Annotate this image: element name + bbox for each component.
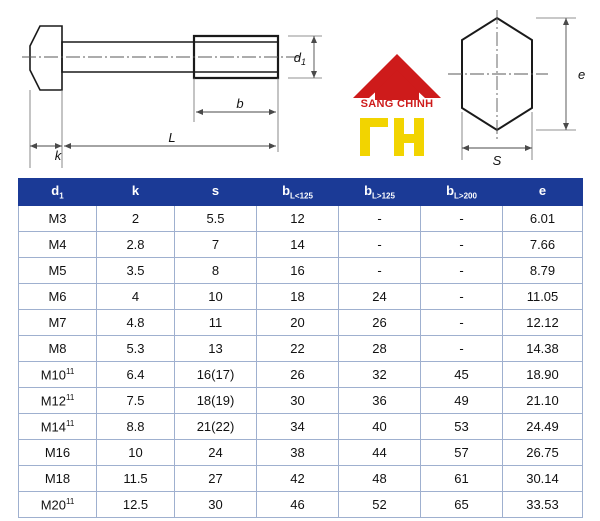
bolt-head-side — [30, 26, 62, 90]
cell-s: 18(19) — [175, 388, 257, 414]
cell-e: 6.01 — [503, 206, 583, 232]
cell-s: 21(22) — [175, 414, 257, 440]
cell-b200: 61 — [421, 466, 503, 492]
cell-e: 14.38 — [503, 336, 583, 362]
footnote-marker: 11 — [65, 496, 75, 506]
cell-b200: - — [421, 336, 503, 362]
cell-k: 4.8 — [97, 310, 175, 336]
cell-b125p: - — [339, 258, 421, 284]
cell-k: 12.5 — [97, 492, 175, 518]
column-header-k — [97, 179, 175, 206]
table-body — [19, 206, 583, 518]
col-sub: L>200 — [454, 191, 477, 201]
cell-k: 3.5 — [97, 258, 175, 284]
column-header-b-l-gt-125 — [339, 179, 421, 206]
table-row — [19, 414, 583, 440]
table-row — [19, 206, 583, 232]
cell-b125: 12 — [257, 206, 339, 232]
cell-d1 — [19, 466, 97, 492]
cell-b125: 26 — [257, 362, 339, 388]
cell-s: 8 — [175, 258, 257, 284]
cell-s: 5.5 — [175, 206, 257, 232]
cell-k: 5.3 — [97, 336, 175, 362]
thread-size: M3 — [48, 211, 67, 226]
cell-b125p: 44 — [339, 440, 421, 466]
label-L: L — [168, 130, 176, 145]
cell-s: 7 — [175, 232, 257, 258]
cell-b200: 57 — [421, 440, 503, 466]
thread-size: M20 — [40, 497, 66, 513]
cell-e: 30.14 — [503, 466, 583, 492]
column-header-b-l-lt-125 — [257, 179, 339, 206]
cell-e: 26.75 — [503, 440, 583, 466]
thread-size: M12 — [40, 393, 66, 409]
cell-b125p: 48 — [339, 466, 421, 492]
cell-e: 11.05 — [503, 284, 583, 310]
cell-d1 — [19, 336, 97, 362]
table-row — [19, 466, 583, 492]
cell-k: 4 — [97, 284, 175, 310]
thread-size: M18 — [44, 471, 71, 486]
col-sub: L>125 — [372, 191, 395, 201]
label-d1: $d_1$ — [293, 50, 306, 67]
table-row — [19, 310, 583, 336]
cell-k: 6.4 — [97, 362, 175, 388]
footnote-marker: 11 — [65, 418, 75, 428]
cell-b125: 16 — [257, 258, 339, 284]
cell-b125: 46 — [257, 492, 339, 518]
column-header-b-l-gt-200 — [421, 179, 503, 206]
thread-size: M14 — [40, 419, 66, 435]
column-header-s — [175, 179, 257, 206]
cell-d1 — [19, 284, 97, 310]
cell-e: 8.79 — [503, 258, 583, 284]
cell-s: 10 — [175, 284, 257, 310]
cell-b200: 53 — [421, 414, 503, 440]
cell-s: 13 — [175, 336, 257, 362]
cell-k: 2.8 — [97, 232, 175, 258]
cell-s: 30 — [175, 492, 257, 518]
cell-b125: 22 — [257, 336, 339, 362]
cell-b125: 38 — [257, 440, 339, 466]
footnote-marker: 11 — [65, 392, 75, 402]
cell-e: 7.66 — [503, 232, 583, 258]
label-k: k — [54, 148, 62, 163]
cell-d1 — [19, 258, 97, 284]
cell-d1 — [19, 492, 97, 518]
table-row — [19, 258, 583, 284]
cell-e: 21.10 — [503, 388, 583, 414]
thread-size: M16 — [44, 445, 71, 460]
column-header-e — [503, 179, 583, 206]
cell-e: 33.53 — [503, 492, 583, 518]
cell-d1 — [19, 362, 97, 388]
cell-b125: 30 — [257, 388, 339, 414]
dimension-S — [462, 145, 532, 151]
cell-b125p: 36 — [339, 388, 421, 414]
cell-d1 — [19, 232, 97, 258]
cell-s: 27 — [175, 466, 257, 492]
cell-b125: 34 — [257, 414, 339, 440]
label-S: S — [492, 153, 502, 168]
cell-b125p: 28 — [339, 336, 421, 362]
cell-b125p: - — [339, 232, 421, 258]
cell-k: 2 — [97, 206, 175, 232]
dimension-e — [563, 18, 569, 130]
cell-d1 — [19, 440, 97, 466]
col-label: s — [211, 183, 220, 199]
cell-k: 7.5 — [97, 388, 175, 414]
cell-d1 — [19, 388, 97, 414]
thread-size: M8 — [48, 341, 67, 356]
table-row — [19, 232, 583, 258]
table-row — [19, 440, 583, 466]
thread-size: M10 — [40, 367, 66, 383]
table-header-row — [19, 179, 583, 206]
label-b: b — [236, 96, 244, 111]
cell-d1 — [19, 310, 97, 336]
brand-text: SANG CHINH — [360, 98, 434, 110]
cell-k: 11.5 — [97, 466, 175, 492]
cell-b125p: 40 — [339, 414, 421, 440]
cell-b125: 20 — [257, 310, 339, 336]
label-e: e — [578, 67, 586, 82]
cell-b200: - — [421, 284, 503, 310]
col-sub: 1 — [59, 191, 64, 201]
col-label: b — [282, 183, 291, 199]
table-row — [19, 388, 583, 414]
col-label: b — [446, 183, 455, 199]
cell-b200: 49 — [421, 388, 503, 414]
cell-d1 — [19, 206, 97, 232]
cell-e: 24.49 — [503, 414, 583, 440]
cell-b125p: 52 — [339, 492, 421, 518]
footnote-marker: 11 — [65, 366, 75, 376]
cell-b125: 14 — [257, 232, 339, 258]
cell-b200: - — [421, 258, 503, 284]
table-row — [19, 284, 583, 310]
cell-k: 8.8 — [97, 414, 175, 440]
right-view-extension-lines — [462, 18, 576, 160]
col-label: e — [538, 183, 547, 199]
column-header-d1 — [19, 179, 97, 206]
cell-b125p: 32 — [339, 362, 421, 388]
thread-size: M4 — [48, 237, 67, 252]
cell-b125: 18 — [257, 284, 339, 310]
cell-e: 18.90 — [503, 362, 583, 388]
cell-e: 12.12 — [503, 310, 583, 336]
thread-size: M5 — [48, 263, 67, 278]
dimensions-table-wrap — [0, 178, 600, 518]
cell-d1 — [19, 414, 97, 440]
bolt-dimension-diagram — [0, 0, 600, 178]
thread-size: M7 — [48, 315, 67, 330]
bolt-dimensions-table — [18, 178, 583, 518]
cell-b125p: - — [339, 206, 421, 232]
thread-size: M6 — [48, 289, 67, 304]
col-label: d — [51, 183, 60, 199]
cell-s: 16(17) — [175, 362, 257, 388]
cell-b125p: 24 — [339, 284, 421, 310]
logo-block — [342, 52, 452, 160]
table-row — [19, 336, 583, 362]
cell-b200: 45 — [421, 362, 503, 388]
col-sub: L<125 — [290, 191, 313, 201]
cell-b200: - — [421, 206, 503, 232]
dimension-d1 — [311, 36, 317, 78]
cell-k: 10 — [97, 440, 175, 466]
diagram-svg — [0, 0, 600, 178]
cell-s: 24 — [175, 440, 257, 466]
table-row — [19, 492, 583, 518]
col-label: b — [364, 183, 373, 199]
cell-s: 11 — [175, 310, 257, 336]
cell-b125: 42 — [257, 466, 339, 492]
col-label: k — [131, 183, 140, 199]
cell-b125p: 26 — [339, 310, 421, 336]
table-row — [19, 362, 583, 388]
cell-b200: 65 — [421, 492, 503, 518]
cell-b200: - — [421, 232, 503, 258]
cell-b200: - — [421, 310, 503, 336]
